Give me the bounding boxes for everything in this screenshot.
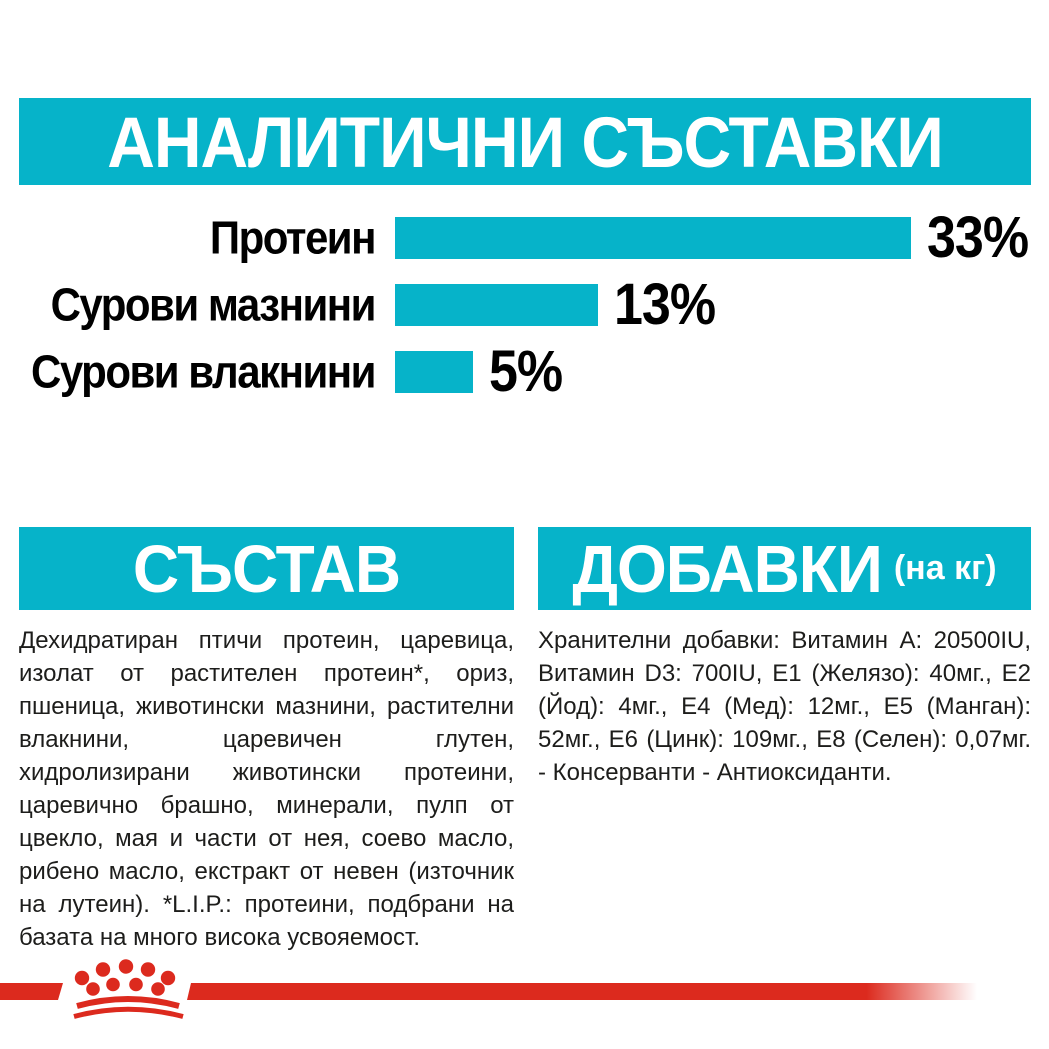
bar [395, 284, 598, 326]
bar-category-label: Протеин [209, 211, 375, 264]
bar [395, 351, 473, 393]
additives-title-suffix: (на кг) [893, 549, 997, 587]
chart-row [19, 205, 1031, 271]
bar [395, 217, 911, 259]
analytical-header-bar [19, 98, 1031, 185]
bar-category-label: Сурови мазнини [50, 278, 375, 331]
composition-title: СЪСТАВ [132, 530, 401, 607]
bar-value-label: 13% [614, 272, 716, 338]
bar-value-label: 33% [927, 205, 1029, 271]
composition-body: Дехидратиран птичи протеин, царевица, изолат от растителен протеин*, ориз, пшеница, животински мазнини, растителни влакнини, царевичен глутен, хидролизирани животински протеини, царевично брашно, минерали, пулп от цвекло, мая и части от нея, соево масло, рибено масло, екстракт от невен (източник на лутеин). *L.I.P.: протеини, подбрани на базата на много висока усвояемост. [19, 627, 514, 951]
additives-header-bar [538, 527, 1031, 610]
chart-row [19, 339, 1031, 405]
additives-title: ДОБАВКИ [572, 530, 882, 607]
bar-value-label: 5% [489, 339, 563, 405]
bar-category-label: Сурови влакнини [31, 345, 375, 398]
royal-canin-crown-logo [73, 956, 187, 1026]
analytical-bar-chart [19, 205, 1031, 406]
additives-body: Хранителни добавки: Витамин A: 20500IU, Витамин D3: 700IU, E1 (Желязо): 40мг., E2 (Йод): 4мг., E4 (Мед): 12мг., E5 (Манган): 52мг., E6 (Цинк): 109мг., E8 (Селен): 0,07мг. - Консерванти - Антиоксиданти. [538, 627, 1031, 786]
footer-rule-right [187, 983, 977, 1000]
additives-section [538, 527, 1031, 789]
analytical-title: АНАЛИТИЧНИ СЪСТАВКИ [107, 101, 943, 182]
chart-row [19, 272, 1031, 338]
composition-section [19, 527, 514, 954]
composition-header-bar [19, 527, 514, 610]
footer-rule-left [0, 983, 63, 1000]
